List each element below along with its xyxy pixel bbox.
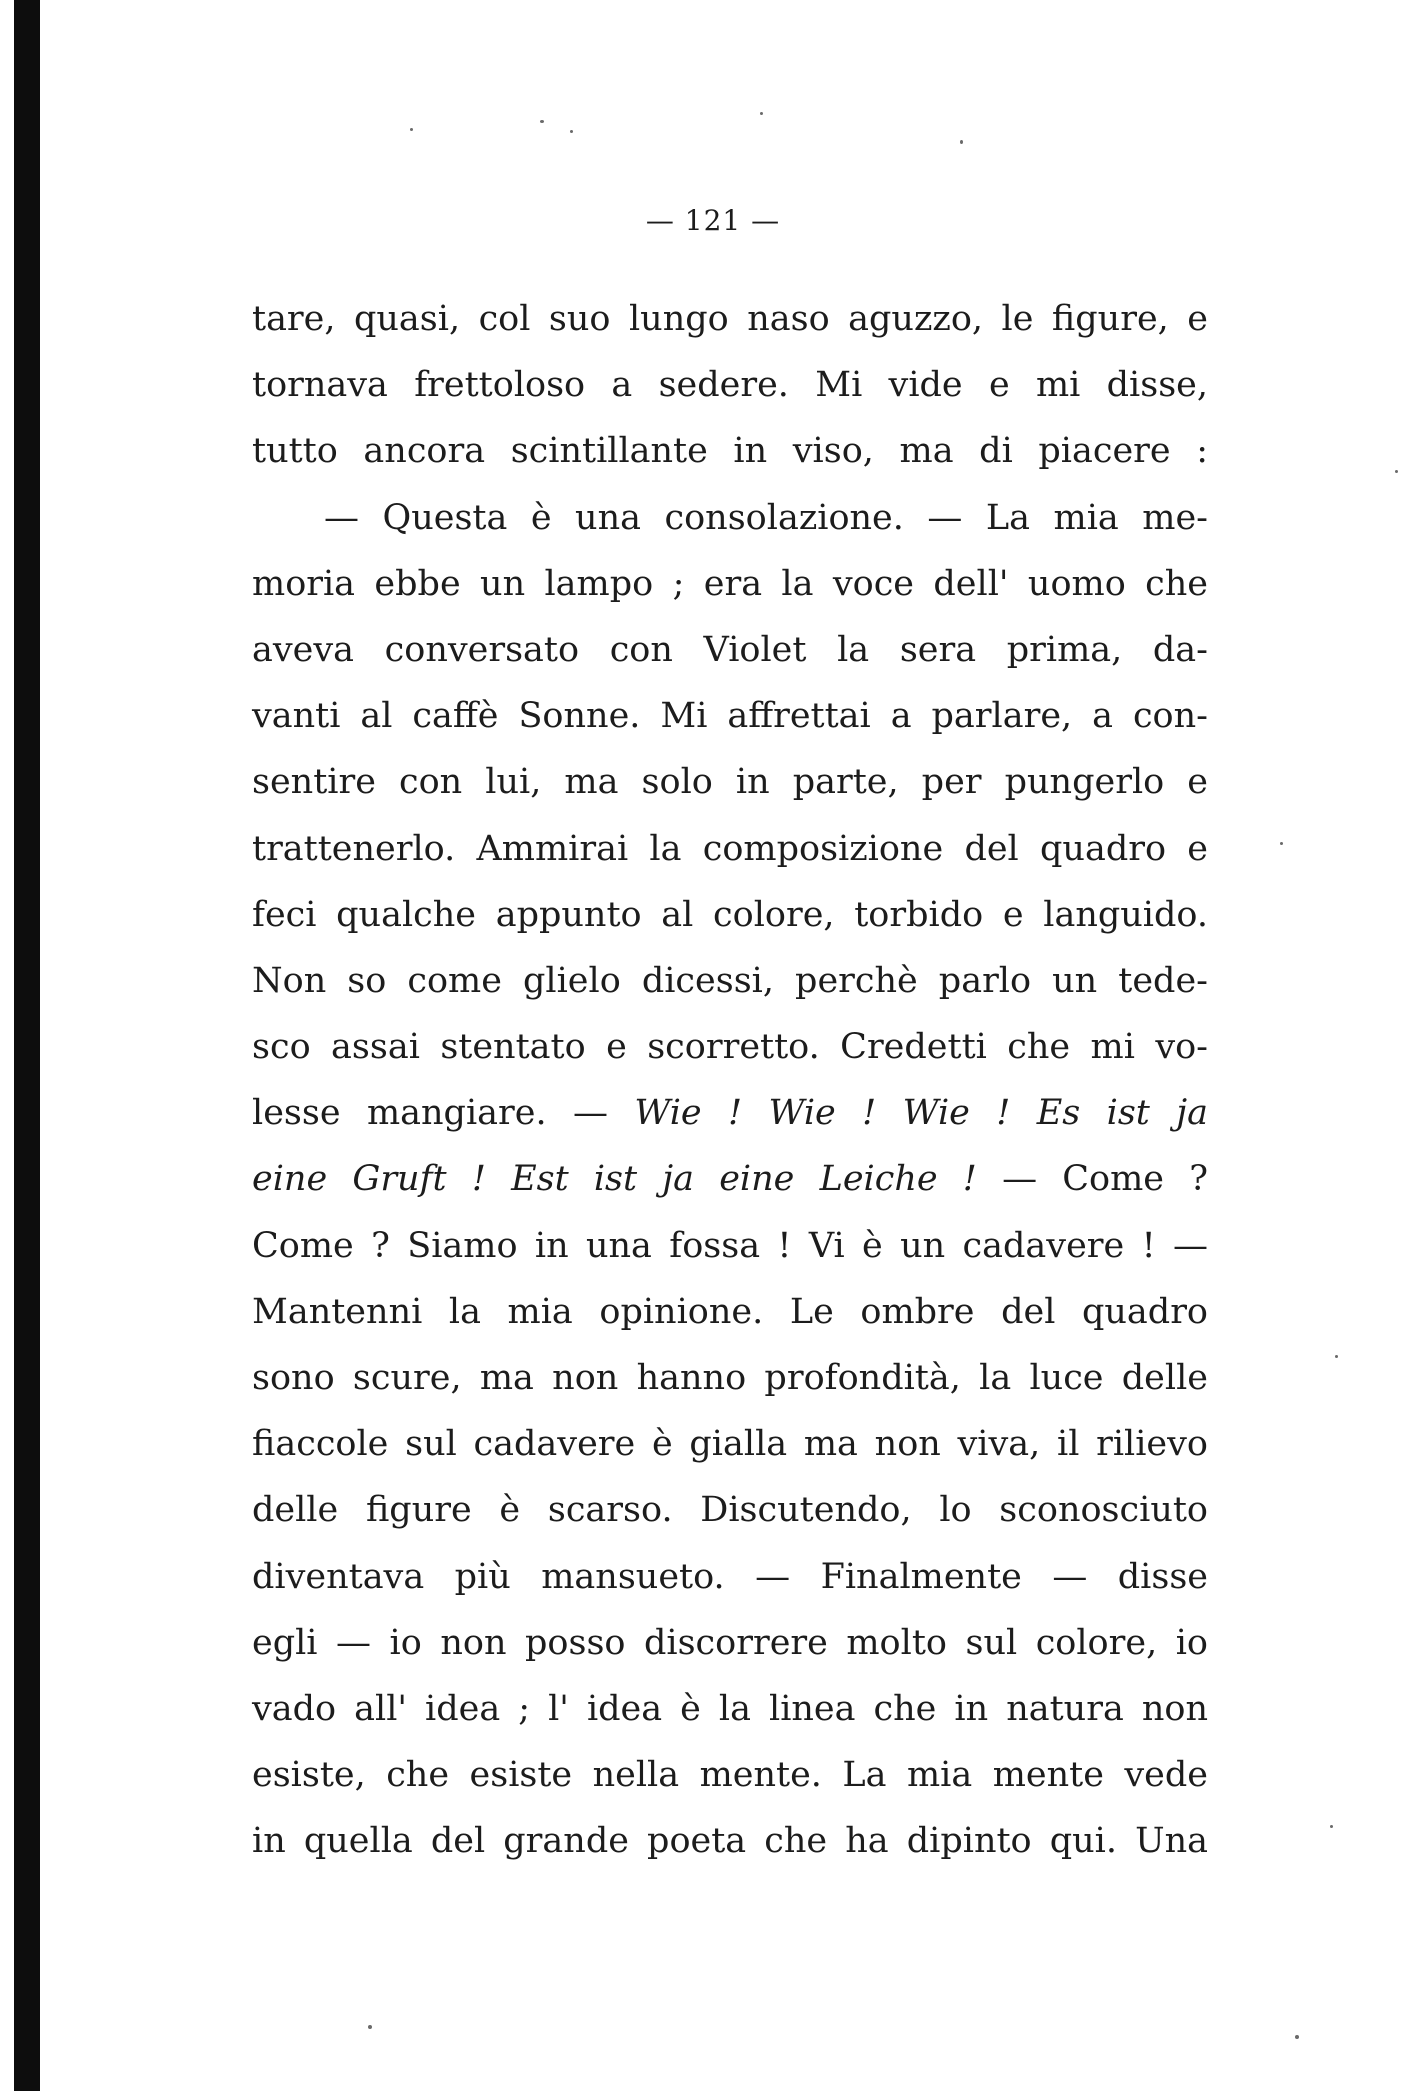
text-line: Come ? Siamo in una fossa ! Vi è un cadavere ! — [252, 1225, 1208, 1266]
text-line: sco assai stentato e scorretto. Credetti che mi vo- [252, 1027, 1208, 1068]
text-line: vado all' idea ; l' idea è la linea che in natura non [252, 1688, 1208, 1729]
text-line: tornava frettoloso a sedere. Mi vide e mi disse, [252, 365, 1208, 406]
text-line: vanti al caffè Sonne. Mi affrettai a parlare, a con- [252, 696, 1208, 737]
text-span: — Come ? [976, 1159, 1208, 1200]
print-speck [1330, 1825, 1333, 1828]
text-line: diventava più mansueto. — Finalmente — disse [252, 1556, 1208, 1597]
text-line: moria ebbe un lampo ; era la voce dell' uomo che [252, 563, 1208, 604]
print-speck [1295, 2035, 1299, 2039]
text-line: aveva conversato con Violet la sera prima, da- [252, 629, 1208, 670]
print-speck [760, 112, 763, 115]
text-line [252, 1080, 1208, 1146]
print-speck [570, 130, 573, 133]
text-line: — Questa è una consolazione. — La mia me- [324, 497, 1208, 538]
print-speck [1280, 842, 1283, 845]
text-line: sono scure, ma non hanno profondità, la luce delle [252, 1358, 1208, 1398]
text-line: esiste, che esiste nella mente. La mia mente vede [252, 1755, 1208, 1796]
page-number: — 121 — [645, 204, 781, 237]
german-quote: eine Gruft ! Est ist ja eine Leiche ! [252, 1159, 977, 1200]
text-line: trattenerlo. Ammirai la composizione del quadro e [252, 828, 1208, 869]
text-line: sentire con lui, ma solo in parte, per pungerlo e [252, 762, 1208, 803]
print-speck [1395, 470, 1398, 473]
binding-shadow [14, 0, 40, 2091]
text-line: tare, quasi, col suo lungo naso aguzzo, le figure, e [252, 299, 1208, 339]
german-quote: Wie ! Wie ! Wie ! Es ist ja [634, 1093, 1208, 1134]
print-speck [368, 2025, 372, 2029]
text-line: Non so come glielo dicessi, perchè parlo un tede- [252, 960, 1208, 1001]
text-line: tutto ancora scintillante in viso, ma di piacere : [252, 431, 1208, 472]
text-span: lesse mangiare. — [252, 1093, 635, 1134]
text-line: fiaccole sul cadavere è gialla ma non viva, il rilievo [252, 1424, 1208, 1465]
text-line: delle figure è scarso. Discutendo, lo sconosciuto [252, 1490, 1208, 1531]
text-line [252, 1146, 1208, 1212]
body-text [252, 286, 1208, 1875]
print-speck [960, 140, 963, 144]
print-speck [1335, 1355, 1338, 1358]
text-line: in quella del grande poeta che ha dipinto qui. Una [252, 1821, 1208, 1862]
print-speck [410, 128, 413, 131]
text-line: feci qualche appunto al colore, torbido e languido. [252, 894, 1208, 935]
print-speck [540, 120, 544, 123]
text-line: Mantenni la mia opinione. Le ombre del quadro [252, 1291, 1208, 1332]
text-line: egli — io non posso discorrere molto sul colore, io [252, 1622, 1208, 1663]
